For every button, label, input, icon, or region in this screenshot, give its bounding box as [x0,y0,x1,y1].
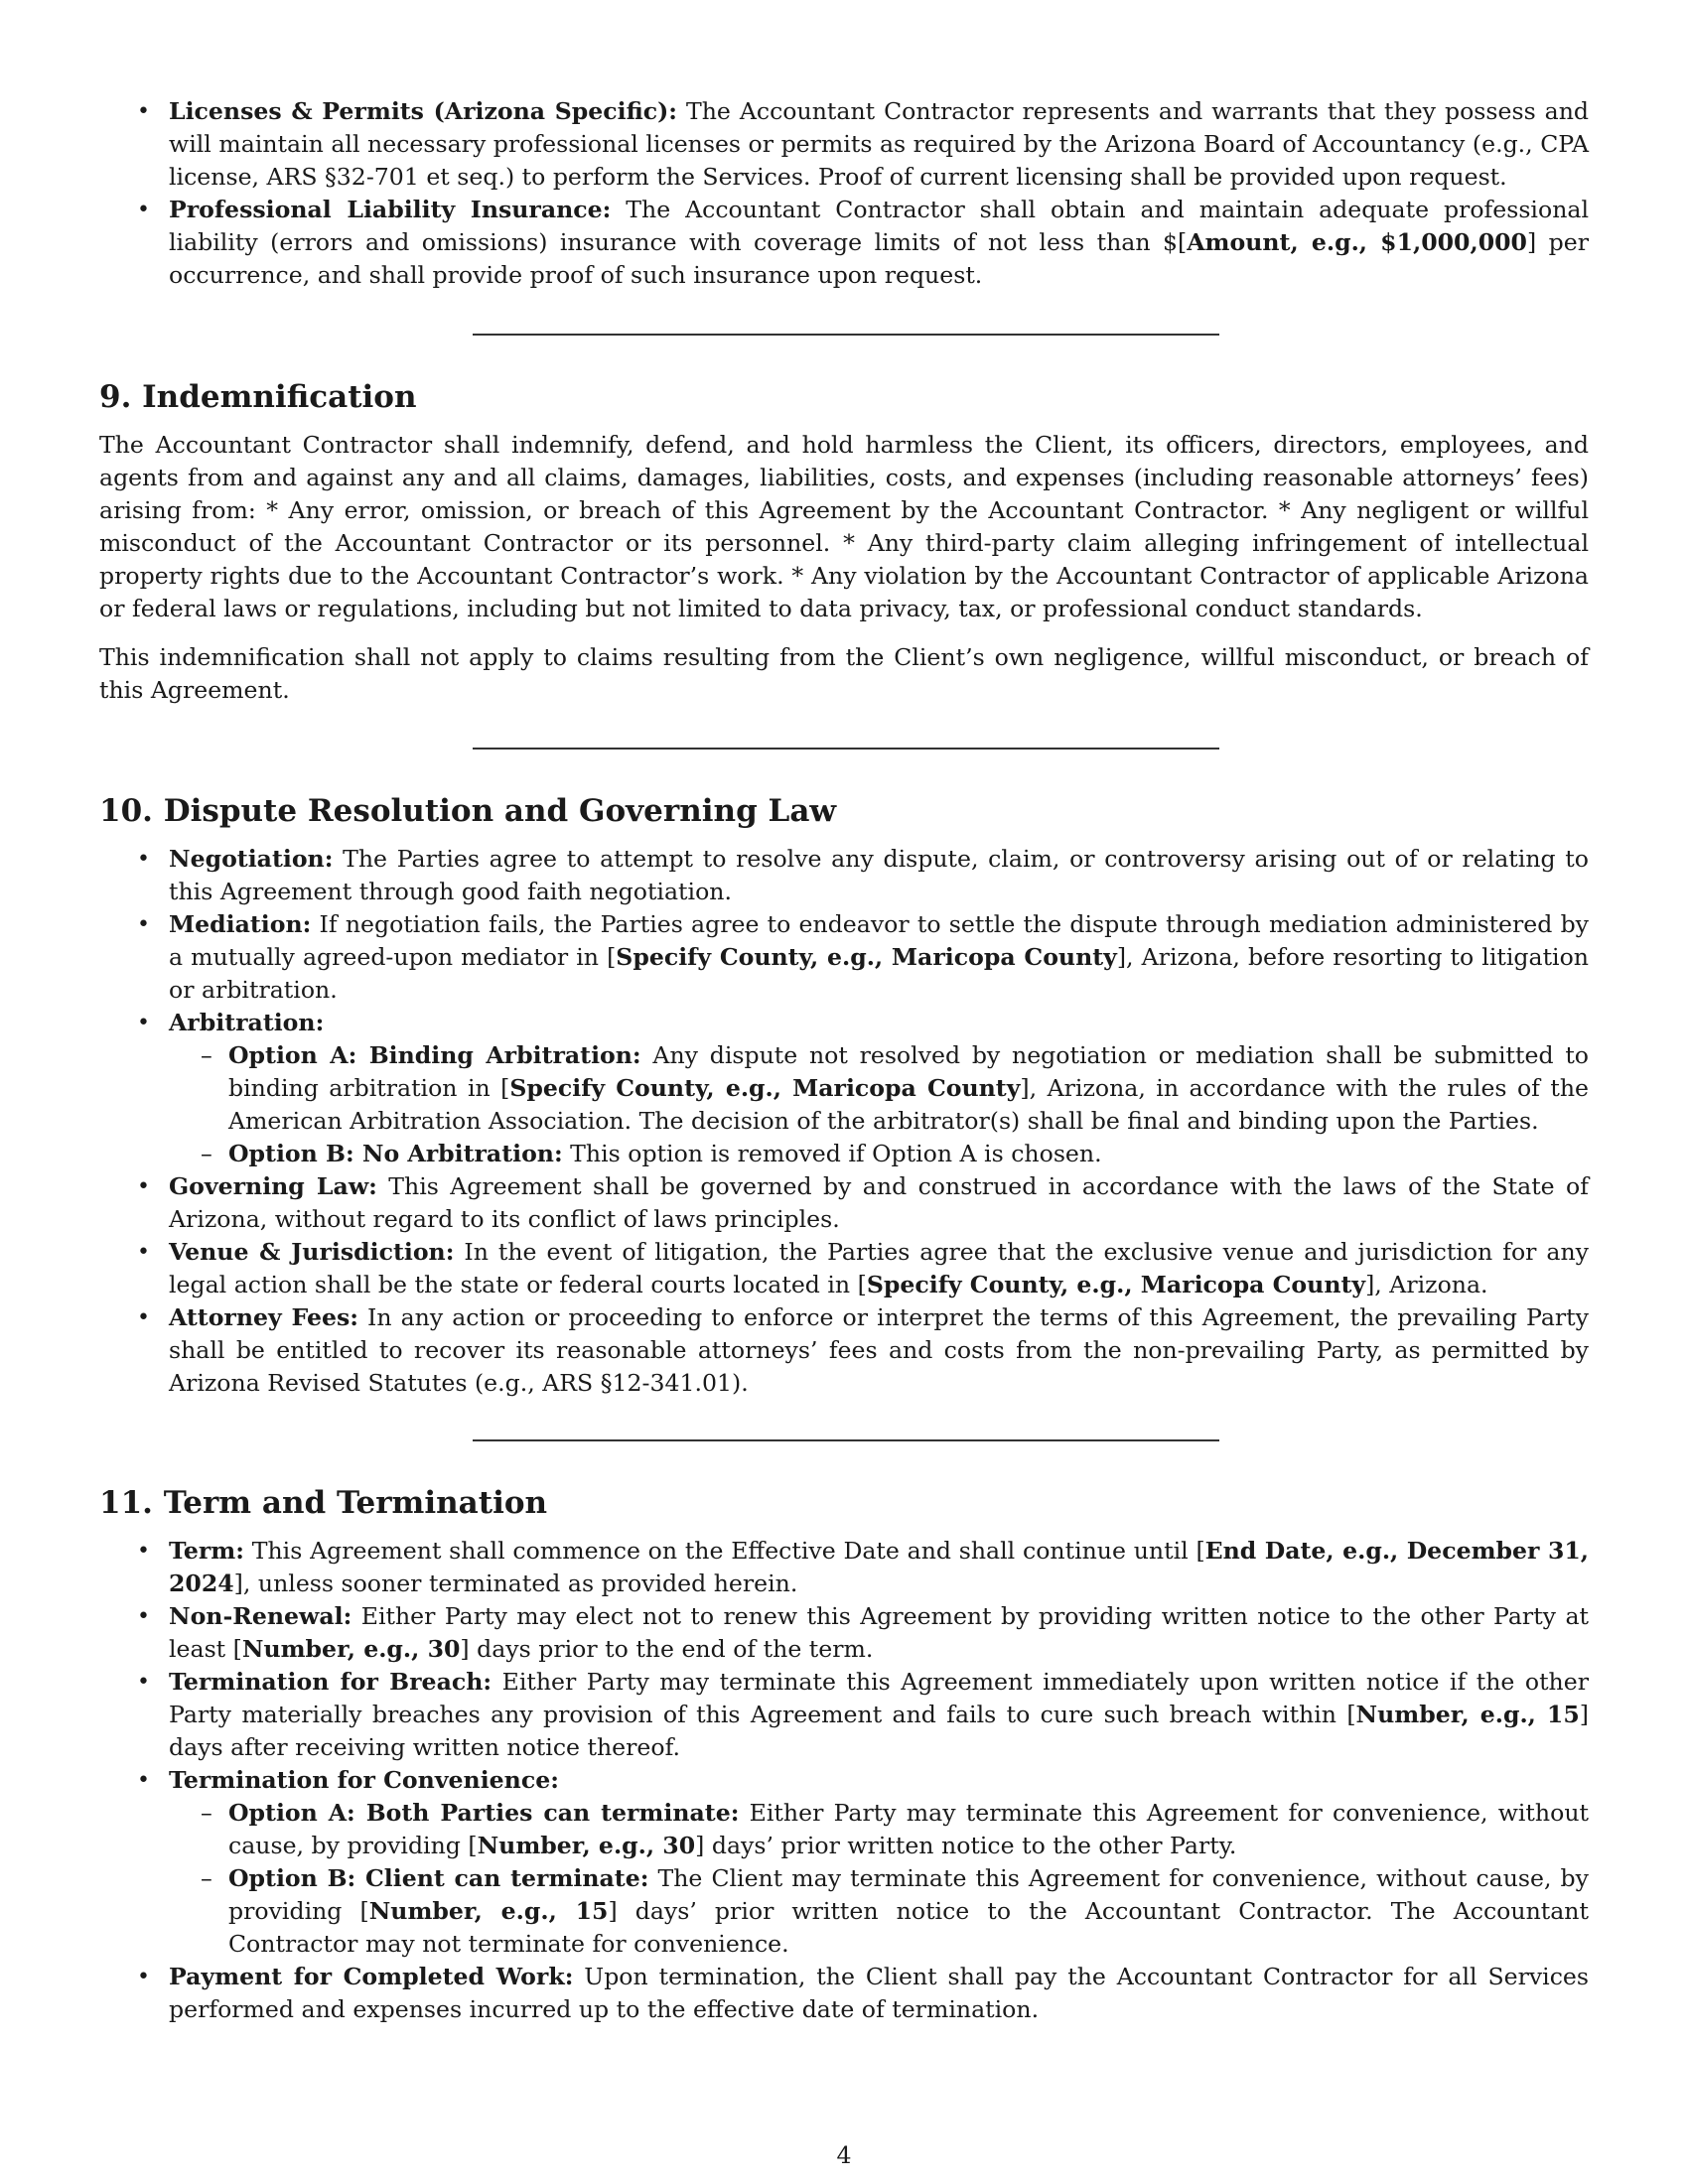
list-item-termination-breach: • Termination for Breach: Either Party may terminate this Agreement immediately upon written notice if the other Party materially breaches any provision of this Agreement and fails to cure such breach within [Number, e.g., 15] days after receiving written notice thereof. [99,1666,1589,1764]
list-item-venue: • Venue & Jurisdiction: In the event of litigation, the Parties agree that the exclusive venue and jurisdiction for any legal action shall be the state or federal courts located in [Specify County, e.g., Maricopa County], Arizona. [99,1236,1589,1301]
section-divider [473,748,1219,750]
list-item-termination-convenience: • Termination for Convenience: – Option A: Both Parties can terminate: Either Party may terminate this Agreement for convenience, without cause, by providing [Number, e.g., 30] days’ prior written notice to the other Party. – Option B: Client can terminate: The Client may terminate this Agreement for convenience, without cause, by providing [Number, e.g., 15] days’ prior written notice to the Accountant Contractor. The Accountant Contractor may not terminate for convenience. [99,1764,1589,1961]
list-item-negotiation: • Negotiation: The Parties agree to attempt to resolve any dispute, claim, or controversy arising out of or relating to this Agreement through good faith negotiation. [99,843,1589,908]
document-page [99,95,1589,2026]
indemnification-paragraph-1: The Accountant Contractor shall indemnify, defend, and hold harmless the Client, its officers, directors, employees, and agents from and against any and all claims, damages, liabilities, costs, and expenses (including reasonable attorneys’ fees) arising from: * Any error, omission, or breach of this Agreement by the Accountant Contractor. * Any negligent or willful misconduct of the Accountant Contractor or its personnel. * Any third-party claim alleging infringement of intellectual property rights due to the Accountant Contractor’s work. * Any violation by the Accountant Contractor of applicable Arizona or federal laws or regulations, including but not limited to data privacy, tax, or professional conduct standards. [99,431,1589,622]
list-item-licenses: • Licenses & Permits (Arizona Specific): The Accountant Contractor represents and warrants that they possess and will maintain all necessary professional licenses or permits as required by the Arizona Board of Accountancy (e.g., CPA license, ARS §32-701 et seq.) to perform the Services. Proof of current licensing shall be provided upon request. [99,95,1589,194]
arbitration-option-a: – Option A: Binding Arbitration: Any dispute not resolved by negotiation or mediation shall be submitted to binding arbitration in [Specify County, e.g., Maricopa County], Arizona, in accordance with the rules of the American Arbitration Association. The decision of the arbitrator(s) shall be final and binding upon the Parties. [169,1039,1589,1138]
convenience-option-b: – Option B: Client can terminate: The Client may terminate this Agreement for convenience, without cause, by providing [Number, e.g., 15] days’ prior written notice to the Accountant Contractor. The Accountant Contractor may not terminate for convenience. [169,1862,1589,1961]
indemnification-paragraph-2: This indemnification shall not apply to claims resulting from the Client’s own negligence, willful misconduct, or breach of this Agreement. [99,643,1589,704]
list-item-mediation: • Mediation: If negotiation fails, the Parties agree to endeavor to settle the dispute through mediation administered by a mutually agreed-upon mediator in [Specify County, e.g., Maricopa County], Arizona, before resorting to litigation or arbitration. [99,908,1589,1007]
list-item-non-renewal: • Non-Renewal: Either Party may elect not to renew this Agreement by providing written notice to the other Party at least [Number, e.g., 30] days prior to the end of the term. [99,1600,1589,1666]
section-10-list [99,843,1589,1400]
section-9-heading: 9. Indemnification [99,379,417,415]
page-number: 4 [836,2141,852,2169]
list-item-arbitration: • Arbitration: – Option A: Binding Arbitration: Any dispute not resolved by negotiation or mediation shall be submitted to binding arbitration in [Specify County, e.g., Maricopa County], Arizona, in accordance with the rules of the American Arbitration Association. The decision of the arbitrator(s) shall be final and binding upon the Parties. – Option B: No Arbitration: This option is removed if Option A is chosen. [99,1007,1589,1170]
section-divider [473,1439,1219,1441]
arbitration-option-b: – Option B: No Arbitration: This option is removed if Option A is chosen. [169,1138,1589,1170]
list-item-governing-law: • Governing Law: This Agreement shall be governed by and construed in accordance with the laws of the State of Arizona, without regard to its conflict of laws principles. [99,1170,1589,1236]
list-item-insurance: • Professional Liability Insurance: The Accountant Contractor shall obtain and maintain adequate professional liability (errors and omissions) insurance with coverage limits of not less than $[Amount, e.g., $1,000,000] per occurrence, and shall provide proof of such insurance upon request. [99,194,1589,292]
list-item-term: • Term: This Agreement shall commence on the Effective Date and shall continue until [End Date, e.g., December 31, 2024], unless sooner terminated as provided herein. [99,1535,1589,1600]
list-item-payment: • Payment for Completed Work: Upon termination, the Client shall pay the Accountant Contractor for all Services performed and expenses incurred up to the effective date of termination. [99,1961,1589,2026]
arbitration-options [169,1039,1589,1170]
section-11-heading: 11. Term and Termination [99,1485,548,1521]
section-10-heading: 10. Dispute Resolution and Governing Law [99,793,837,829]
section-8-list [99,95,1589,292]
section-divider [473,334,1219,336]
list-item-attorney-fees: • Attorney Fees: In any action or proceeding to enforce or interpret the terms of this Agreement, the prevailing Party shall be entitled to recover its reasonable attorneys’ fees and costs from the non-prevailing Party, as permitted by Arizona Revised Statutes (e.g., ARS §12-341.01). [99,1301,1589,1400]
section-11-list [99,1535,1589,2026]
convenience-options [169,1797,1589,1961]
convenience-option-a: – Option A: Both Parties can terminate: Either Party may terminate this Agreement for convenience, without cause, by providing [Number, e.g., 30] days’ prior written notice to the other Party. [169,1797,1589,1862]
